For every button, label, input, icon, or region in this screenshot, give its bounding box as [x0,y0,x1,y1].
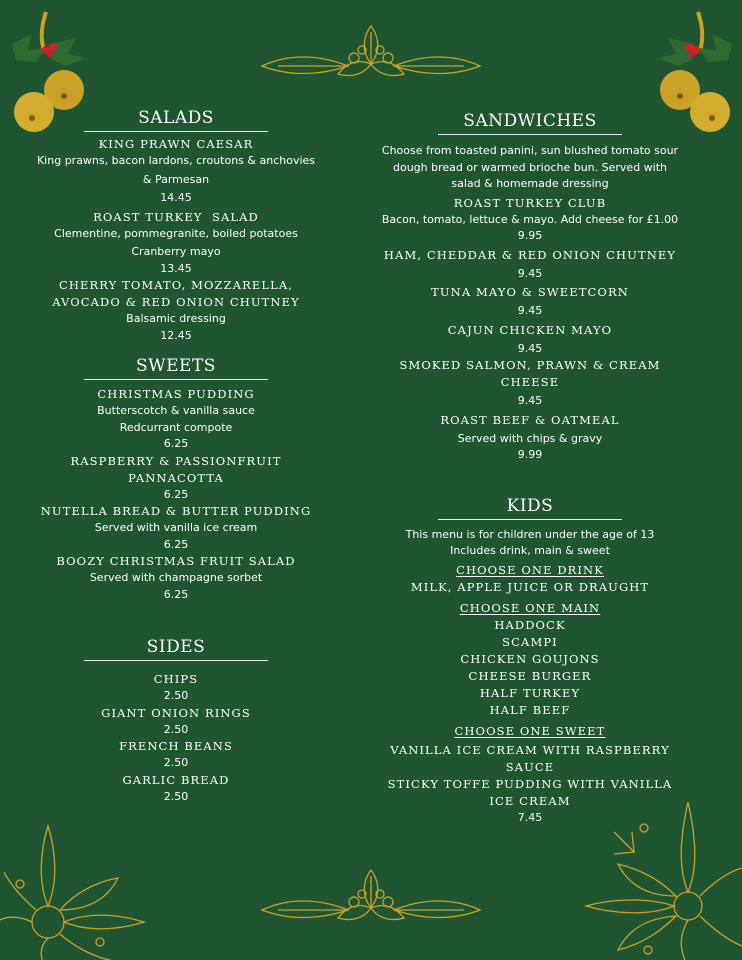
sandwiches-intro: Choose from toasted panini, sun blushed tomato sour [381,144,679,157]
sides-heading: SIDES [146,637,206,657]
sandwiches-heading: SANDWICHES [463,111,597,131]
kids-sweet-option: VANILLA ICE CREAM WITH RASPBERRY [390,742,670,757]
kids-main-option: HALF BEEF [489,702,571,717]
item-description: Served with champagne sorbet [89,571,263,584]
holly-leaves-ornament-icon [258,866,484,932]
heading-divider [438,519,622,520]
item-price: 2.50 [163,789,189,803]
item-price: 6.25 [163,437,189,450]
item-description: Cranberry mayo [131,245,221,258]
item-title: CHIPS [153,672,199,686]
item-price: 9.45 [517,266,543,280]
item-price: 14.45 [160,191,192,204]
item-title: HAM, CHEDDAR & RED ONION CHUTNEY [383,247,677,262]
choose-sweet-heading: CHOOSE ONE SWEET [454,723,606,738]
menu-item [28,705,324,739]
item-title: CHERRY TOMATO, MOZZARELLA, [58,278,294,292]
item-price: 6.25 [163,537,189,551]
item-price: 13.45 [160,261,192,275]
item-title: TUNA MAYO & SWEETCORN [431,285,629,299]
menu-item [28,772,324,806]
item-price: 9.45 [517,304,543,317]
right-column [372,108,688,826]
sweets-section [28,356,324,603]
sandwiches-intro: dough bread or warmed brioche bun. Served with [392,160,668,174]
kids-drink-option: MILK, APPLE JUICE OR DRAUGHT [410,579,650,594]
menu-item [28,209,324,278]
item-title: SMOKED SALMON, PRAWN & CREAM [399,358,661,372]
item-title: AVOCADO & RED ONION CHUTNEY [52,295,300,309]
item-description: Served with vanilla ice cream [94,521,258,534]
item-title: FRENCH BEANS [119,739,233,753]
sandwiches-intro: salad & homemade dressing [451,177,609,190]
menu-item [372,247,688,283]
item-price: 9.99 [517,448,543,461]
kids-intro: Includes drink, main & sweet [450,544,610,557]
heading-divider [84,660,268,661]
kids-sweet-option: STICKY TOFFE PUDDING WITH VANILLA [387,776,673,791]
item-price: 6.25 [163,487,189,501]
menu-item [28,453,324,504]
kids-menu-price: 7.45 [517,810,543,824]
choose-main-heading: CHOOSE ONE MAIN [459,600,601,615]
menu-item [372,357,688,410]
item-description: Redcurrant compote [119,420,233,434]
item-title: CHEESE [500,375,560,389]
item-description: & Parmesan [142,172,210,186]
item-title: ROAST TURKEY CLUB [453,195,607,210]
menu-item [28,671,324,705]
item-price: 9.95 [517,229,543,242]
menu-item [372,195,688,245]
salads-heading: SALADS [138,108,214,128]
item-title: NUTELLA BREAD & BUTTER PUDDING [40,504,312,518]
kids-main-option: CHICKEN GOUJONS [460,651,600,666]
menu-item [372,412,688,464]
kids-section [372,496,688,827]
item-title: GARLIC BREAD [122,772,230,787]
item-description: Butterscotch & vanilla sauce [97,404,255,417]
kids-main-option: HADDOCK [494,617,566,632]
sides-section [28,637,324,805]
kids-main-option: SCAMPI [502,634,558,649]
menu-item [28,386,324,453]
menu-item [28,503,324,553]
item-description: Bacon, tomato, lettuce & mayo. Add cheese for £1.00 [381,212,679,226]
choose-drink-heading: CHOOSE ONE DRINK [456,562,604,577]
heading-divider [84,379,268,380]
kids-heading: KIDS [506,495,554,516]
kids-sweet-option: SAUCE [505,759,555,774]
sweets-heading: SWEETS [136,356,216,376]
salads-section [28,108,324,344]
item-title: PANNACOTTA [128,470,224,485]
item-description: Balsamic dressing [126,312,226,325]
menu-item [28,738,324,772]
heading-divider [438,134,622,135]
item-title: BOOZY CHRISTMAS FRUIT SALAD [56,554,296,568]
item-title: RASPBERRY & PASSIONFRUIT [70,453,282,468]
item-price: 2.50 [163,689,189,702]
kids-sweet-option: ICE CREAM [489,793,571,808]
sandwiches-section [372,111,688,464]
kids-intro: This menu is for children under the age of 13 [405,527,655,541]
menu-item [372,284,688,320]
item-price: 12.45 [160,328,192,342]
item-price: 9.45 [517,394,543,407]
item-description: Served with chips & gravy [457,431,603,445]
menu-item [28,277,324,344]
item-title: ROAST BEEF & OATMEAL [440,412,620,427]
left-column [28,108,324,805]
item-title: KING PRAWN CAESAR [98,137,254,151]
holly-leaves-ornament-icon [258,18,484,84]
item-description: Clementine, pommegranite, boiled potatoes [54,226,298,240]
snowflake-icon [0,812,150,960]
item-price: 2.50 [163,756,189,769]
item-price: 2.50 [163,722,189,736]
item-description: King prawns, bacon lardons, croutons & anchovies [36,154,316,167]
item-title: CHRISTMAS PUDDING [97,387,255,401]
item-title: CAJUN CHICKEN MAYO [447,322,613,337]
heading-divider [84,131,268,132]
menu-item [28,553,324,603]
item-title: GIANT ONION RINGS [101,705,251,720]
item-title: ROAST TURKEY SALAD [93,209,259,224]
menu-item [372,322,688,358]
kids-main-option: CHEESE BURGER [468,668,592,683]
kids-main-option: HALF TURKEY [479,685,581,700]
item-price: 9.45 [517,341,543,355]
item-price: 6.25 [163,587,189,601]
menu-item [28,136,324,207]
